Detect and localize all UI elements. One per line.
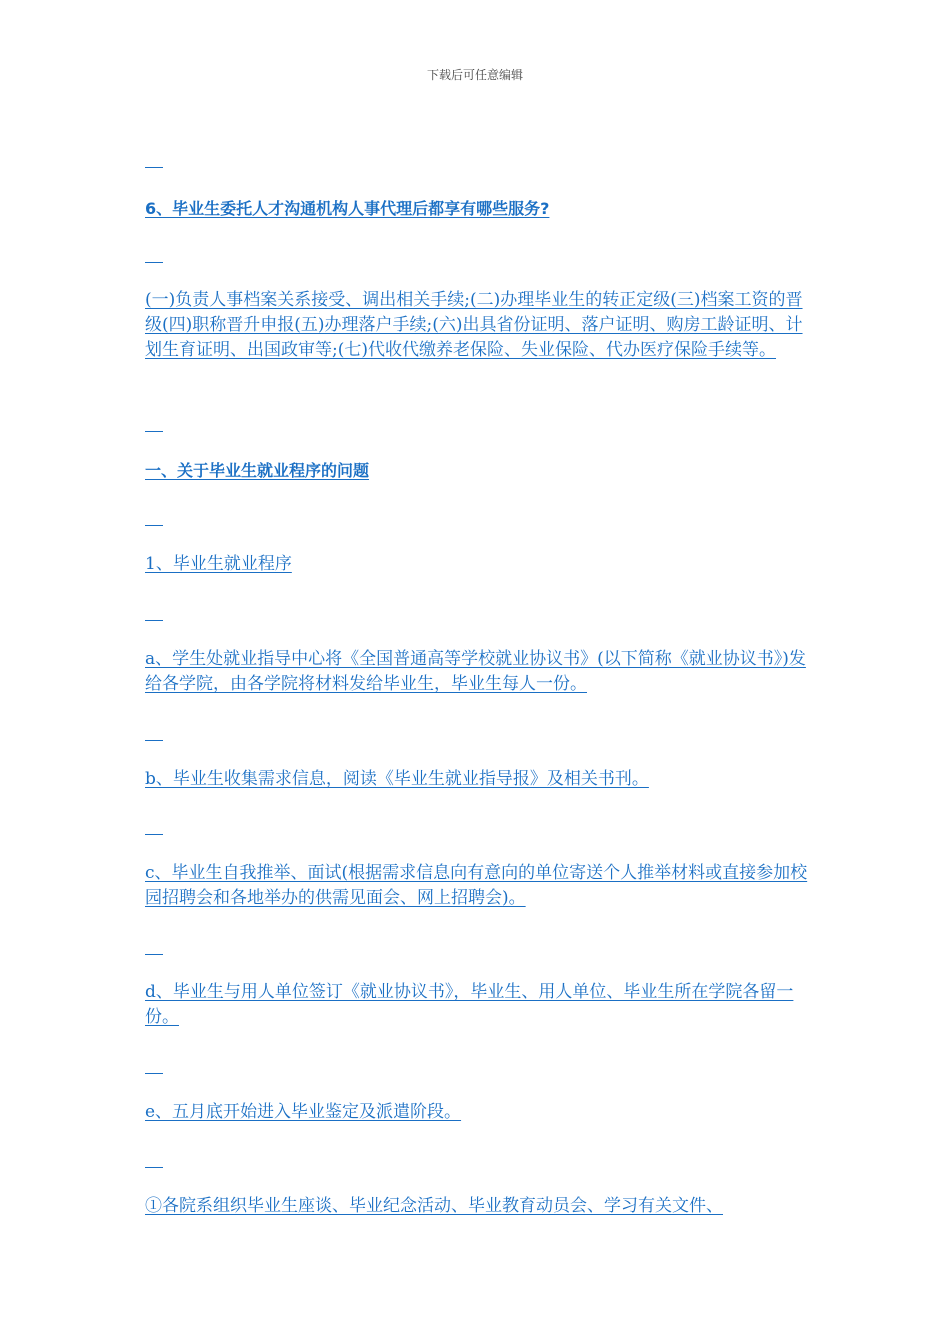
item-1-title[interactable]: 1、毕业生就业程序 <box>145 554 292 574</box>
page-header: 下载后可任意编辑 <box>426 68 523 82</box>
separator-dash <box>145 740 163 741</box>
separator-dash <box>145 620 163 621</box>
step-d[interactable]: d、毕业生与用人单位签订《就业协议书》，毕业生、用人单位、毕业生所在学院各留一份。 <box>145 982 794 1027</box>
separator-dash <box>145 167 163 168</box>
separator-dash <box>145 525 163 526</box>
question-6-title[interactable]: 6、毕业生委托人才沟通机构人事代理后都享有哪些服务? <box>145 199 550 218</box>
step-c[interactable]: c、毕业生自我推举、面试(根据需求信息向有意向的单位寄送个人推举材料或直接参加校园招聘会和各地举办的供需见面会、网上招聘会)。 <box>145 863 808 908</box>
separator-dash <box>145 262 163 263</box>
step-a[interactable]: a、学生处就业指导中心将《全国普通高等学校就业协议书》(以下简称《就业协议书》)发给各学院，由各学院将材料发给毕业生，毕业生每人一份。 <box>145 649 806 694</box>
separator-dash <box>145 834 163 835</box>
question-6-answer[interactable]: (一)负责人事档案关系接受、调出相关手续;(二)办理毕业生的转正定级(三)档案工资的晋级(四)职称晋升申报(五)办理落户手续;(六)出具省份证明、落户证明、购房工龄证明、计划生育证明、出国政审等;(七)代收代缴养老保险、失业保险、代办医疗保险手续等。 <box>145 290 803 360</box>
separator-dash <box>145 1073 163 1074</box>
step-e[interactable]: e、五月底开始进入毕业鉴定及派遣阶段。 <box>145 1102 462 1122</box>
separator-dash <box>145 1167 163 1168</box>
separator-dash <box>145 954 163 955</box>
separator-dash <box>145 431 163 432</box>
step-b[interactable]: b、毕业生收集需求信息，阅读《毕业生就业指导报》及相关书刊。 <box>145 769 649 789</box>
step-e-1[interactable]: ①各院系组织毕业生座谈、毕业纪念活动、毕业教育动员会、学习有关文件、 <box>145 1196 723 1216</box>
section-1-title[interactable]: 一、关于毕业生就业程序的问题 <box>145 461 370 480</box>
